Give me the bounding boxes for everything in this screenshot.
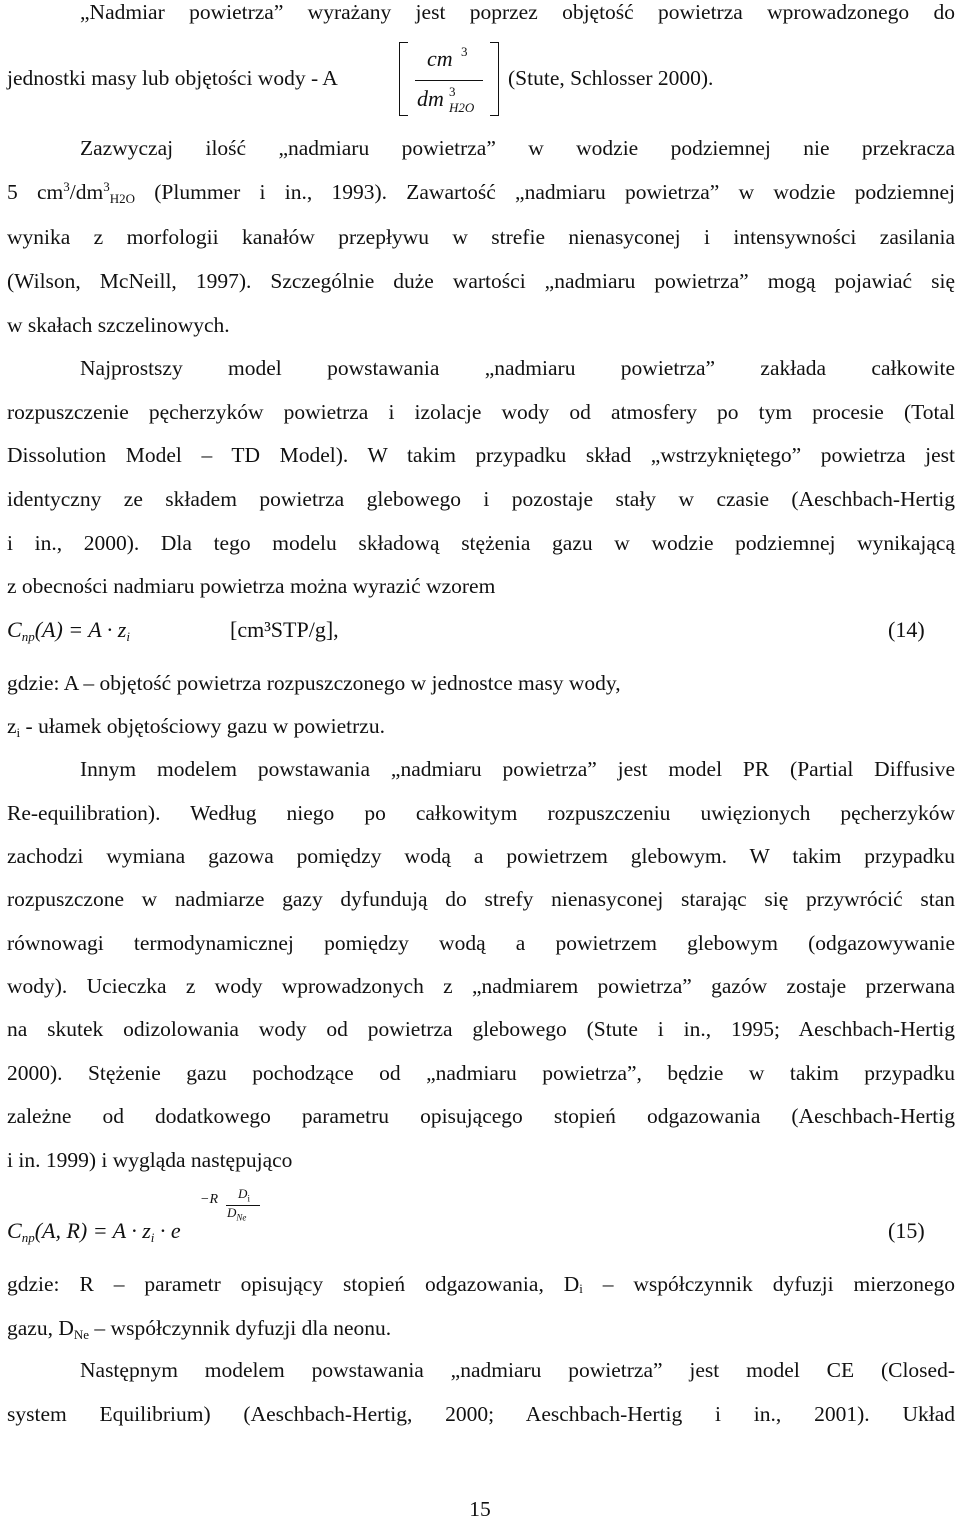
text-line: „Nadmiar powietrza” wyrażany jest poprzez objętość powietrza wprowadzonego do: [80, 0, 955, 24]
text-line: Najprostszy model powstawania „nadmiaru powietrza” zakłada całkowite: [80, 356, 955, 380]
text-line: wynika z morfologii kanałów przepływu w strefie nienasyconej i intensywności zasilania: [7, 225, 955, 249]
fraction-subscript: H2O: [449, 100, 475, 115]
text-line: system Equilibrium) (Aeschbach-Hertig, 2000; Aeschbach-Hertig i in., 2001). Układ: [7, 1402, 955, 1426]
fraction-bar: [415, 80, 483, 81]
text-line: w skałach szczelinowych.: [7, 313, 230, 337]
equation-14-unit: [cm³STP/g],: [230, 617, 339, 642]
bracket-right: [490, 42, 499, 116]
text-line: 5 $cm^3/dm^3_{H2O}$ (Plummer i in., 1993). Zawartość „nadmiaru powietrza” w wodzie podziemnej: [7, 179, 955, 206]
text-line: i in. 1999) i wygląda następująco: [7, 1148, 293, 1172]
text-line: gdzie: A – objętość powietrza rozpuszczonego w jednostce masy wody,: [7, 671, 621, 695]
text-line: gazu, $D_{Ne}$ – współczynnik dyfuzji dla neonu.: [7, 1316, 392, 1342]
fraction-denominator: dm: [417, 86, 444, 111]
text-line: i in., 2000). Dla tego modelu składową stężenia gazu w wodzie podziemnej wynikającą: [7, 531, 955, 555]
exponent-denominator: $D_{Ne}$: [227, 1205, 247, 1223]
text-line: (Wilson, McNeill, 1997). Szczególnie duże wartości „nadmiaru powietrza” mogą pojawiać się: [7, 269, 955, 293]
text-line: jednostki masy lub objętości wody - A: [7, 66, 338, 90]
text-line: Dissolution Model – TD Model). W takim przypadku skład „wstrzykniętego” powietrza jest: [7, 443, 955, 467]
text-line: gdzie: R – parametr opisujący stopień odgazowania, Dᵢ – współczynnik dyfuzji mierzonego: [7, 1272, 955, 1296]
bracket-left: [399, 42, 408, 116]
fraction-exponent: 3: [449, 84, 456, 99]
text-line: (Stute, Schlosser 2000).: [508, 66, 714, 90]
fraction-cm3-dm3: [399, 42, 499, 114]
text-line: Innym modelem powstawania „nadmiaru powietrza” jest model PR (Partial Diffusive: [80, 757, 955, 781]
fraction-exponent: 3: [461, 44, 468, 59]
page-number: 15: [469, 1497, 491, 1521]
exponent-numerator: $D_i$: [238, 1186, 250, 1204]
text-line: Re-equilibration). Według niego po całkowitym rozpuszczeniu uwięzionych pęcherzyków: [7, 801, 955, 825]
text-line: Następnym modelem powstawania „nadmiaru powietrza” jest model CE (Closed-: [80, 1358, 955, 1382]
text-line: z obecności nadmiaru powietrza można wyrazić wzorem: [7, 574, 496, 598]
text-line: na skutek odizolowania wody od powietrza glebowego (Stute i in., 1995; Aeschbach-Hertig: [7, 1017, 955, 1041]
text-line: Zazwyczaj ilość „nadmiaru powietrza” w wodzie podziemnej nie przekracza: [80, 136, 955, 160]
equation-14-number: (14): [888, 617, 925, 642]
text-line: równowagi termodynamicznej pomiędzy wodą a powietrzem glebowym (odgazowywanie: [7, 931, 955, 955]
equation-15: $C_{np}(A$, $R) = A \cdot z_i \cdot e$: [7, 1218, 181, 1245]
text-line: rozpuszczone w nadmiarze gazy dyfundują do strefy nienasyconej starając się przywrócić stan: [7, 887, 955, 911]
equation-15-number: (15): [888, 1218, 925, 1243]
text-line: $z_i$ - ułamek objętościowy gazu w powietrzu.: [7, 714, 385, 740]
text-line: 2000). Stężenie gazu pochodzące od „nadmiaru powietrza”, będzie w takim przypadku: [7, 1061, 955, 1085]
equation-14: $C_{np}(A) = A \cdot z_i$: [7, 617, 130, 644]
text-line: identyczny ze składem powietrza glebowego i pozostaje stały w czasie (Aeschbach-Hertig: [7, 487, 955, 511]
equation-15-exponent: −R: [200, 1192, 218, 1207]
text-line: zachodzi wymiana gazowa pomiędzy wodą a powietrzem glebowym. W takim przypadku: [7, 844, 955, 868]
text-line: rozpuszczenie pęcherzyków powietrza i izolacje wody od atmosfery po tym procesie (Total: [7, 400, 955, 424]
text-line: zależne od dodatkowego parametru opisującego stopień odgazowania (Aeschbach-Hertig: [7, 1104, 955, 1128]
text-line: wody). Ucieczka z wody wprowadzonych z „nadmiarem powietrza” gazów zostaje przerwana: [7, 974, 955, 998]
fraction-numerator: cm: [427, 46, 453, 71]
